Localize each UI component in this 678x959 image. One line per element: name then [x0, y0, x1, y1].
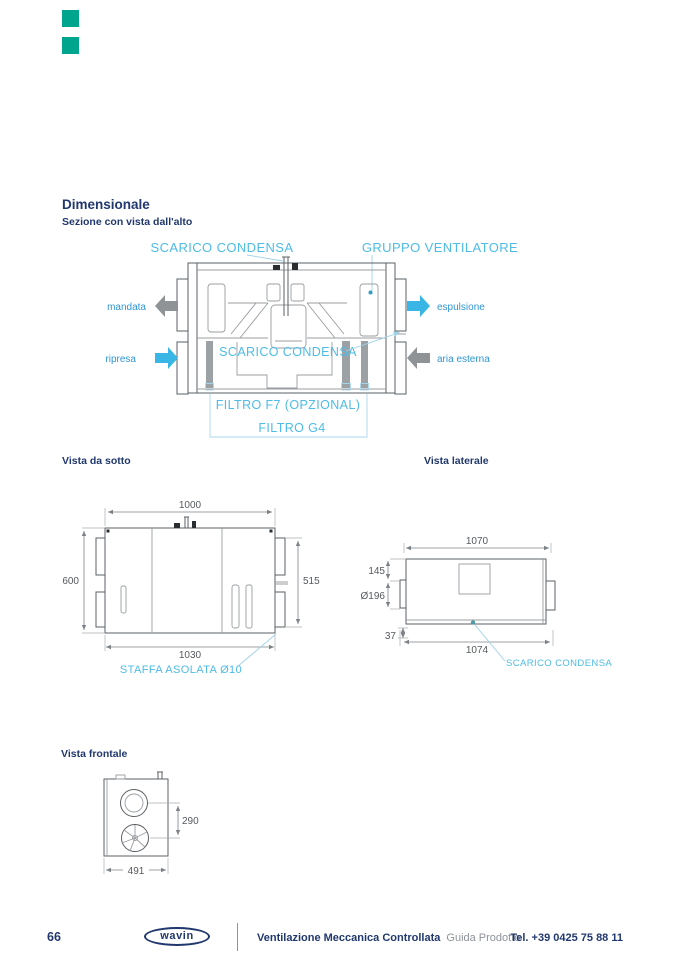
bottom-view-dimensions: [62, 500, 320, 661]
section-subtitle: Sezione con vista dall'alto: [62, 216, 193, 228]
drain-dot: [471, 620, 475, 624]
bottom-view-drawing: [55, 495, 355, 690]
aria-esterna-arrow-icon: [407, 347, 430, 369]
corner-square-top: [62, 10, 79, 27]
label-scarico-laterale: SCARICO CONDENSA: [506, 658, 613, 669]
side-view-body: [406, 559, 546, 625]
callout-leader-lines: [247, 255, 373, 295]
label-scarico-condensa-mid: SCARICO CONDENSA: [219, 345, 357, 359]
front-ports: [121, 790, 149, 852]
side-view-drawing: [360, 530, 665, 685]
dim-145: 145: [368, 566, 385, 577]
top-nub: [273, 265, 280, 270]
footer-doc-title-main: Ventilazione Meccanica Controllata: [257, 932, 441, 944]
footer-phone: Tel. +39 0425 75 88 11: [510, 932, 623, 944]
page-number: 66: [47, 930, 61, 944]
side-view-ports: [400, 580, 555, 610]
dim-290: 290: [182, 816, 199, 827]
dim-1074: 1074: [465, 645, 489, 656]
footer-divider: [237, 923, 238, 951]
wavin-logo: [144, 927, 210, 946]
bottom-view-ports: [96, 538, 285, 627]
mandata-arrow-icon: [155, 295, 178, 317]
dim-600: 600: [62, 576, 79, 587]
heading-vista-laterale: Vista laterale: [424, 455, 489, 467]
corner-square-bottom: [62, 37, 79, 54]
label-gruppo-ventilatore: GRUPPO VENTILATORE: [361, 240, 519, 255]
staffa-leader: [237, 634, 276, 667]
side-view-dimensions: [361, 536, 553, 656]
ripresa-arrow-icon: [155, 347, 178, 369]
dim-1030: 1030: [178, 650, 202, 661]
heading-vista-da-sotto: Vista da sotto: [62, 455, 131, 467]
bottom-view-body: [105, 517, 288, 633]
dim-1000: 1000: [178, 500, 202, 511]
front-view-body: [104, 772, 168, 856]
label-ripresa: ripresa: [105, 354, 136, 365]
dim-1070: 1070: [465, 536, 489, 547]
dim-515: 515: [303, 576, 320, 587]
front-view-drawing: [90, 765, 210, 883]
espulsione-arrow-icon: [407, 295, 430, 317]
dim-491: 491: [127, 866, 145, 877]
heading-vista-frontale: Vista frontale: [61, 748, 128, 760]
page-title: Dimensionale: [62, 197, 150, 212]
unit-internals: [197, 257, 406, 388]
label-staffa-asolata: STAFFA ASOLATA Ø10: [119, 664, 243, 676]
label-espulsione: espulsione: [437, 302, 485, 313]
wavin-logo-text: wavin: [160, 930, 194, 942]
label-aria-esterna: aria esterna: [437, 354, 490, 365]
label-scarico-condensa-top: SCARICO CONDENSA: [150, 240, 294, 255]
top-view-drawing: [60, 238, 520, 445]
footer-doc-title: [257, 932, 520, 944]
label-filtro-f7: FILTRO F7 (OPZIONAL): [215, 398, 361, 412]
label-mandata: mandata: [107, 302, 146, 313]
footer-doc-subtitle: Guida Prodotto: [446, 932, 521, 944]
label-filtro-g4: FILTRO G4: [258, 421, 326, 435]
front-view-dimensions: [104, 803, 199, 877]
dim-37: 37: [384, 631, 396, 642]
top-nub: [292, 263, 298, 270]
scarico-mid-leader: [346, 332, 400, 352]
dim-196: Ø196: [360, 591, 385, 602]
